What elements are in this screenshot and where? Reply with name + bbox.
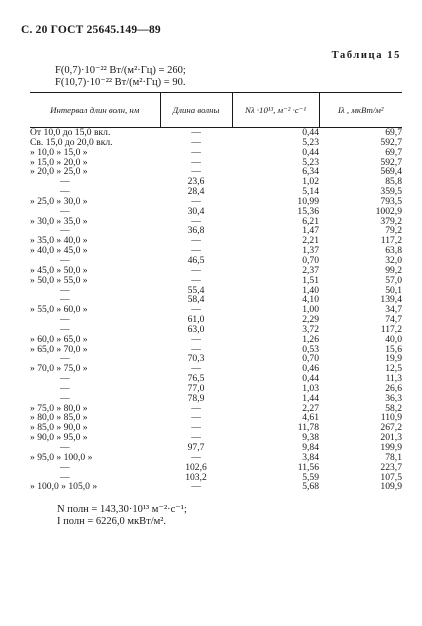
table-row [30, 413, 402, 423]
interval-cell: » 25,0 » 30,0 » [30, 196, 88, 207]
i-lambda-cell: 99,2 [385, 265, 402, 276]
wavelength-cell: 97,7 [187, 443, 205, 453]
table-row [30, 286, 402, 296]
interval-cell: » 100,0 » 105,0 » [30, 482, 98, 493]
table-row [30, 295, 402, 305]
col-header-wavelength: Длина волны [160, 93, 232, 128]
table-row [30, 394, 402, 404]
table-row [30, 246, 402, 256]
n-lambda-cell: 0,44 [302, 127, 319, 138]
interval-cell: — [60, 393, 70, 404]
page-header: С. 20 ГОСТ 25645.149—89 [21, 24, 161, 36]
wavelength-cell: — [191, 334, 201, 345]
formula-f0: F(0,7)·10⁻²² Вт/(м²·Гц) = 260; [55, 65, 186, 76]
wavelength-cell: — [191, 147, 201, 158]
interval-cell: » 80,0 » 85,0 » [30, 413, 88, 424]
wavelength-cell: — [191, 137, 201, 148]
table-row [30, 305, 402, 315]
table-row [30, 177, 402, 187]
wavelength-cell: — [191, 305, 201, 316]
i-lambda-cell: 63,8 [385, 246, 402, 256]
i-lambda-cell: 78,1 [385, 452, 402, 463]
wavelength-cell: — [191, 216, 201, 227]
data-table [30, 92, 402, 492]
wavelength-cell: 61,0 [187, 315, 205, 325]
interval-cell: » 70,0 » 75,0 » [30, 364, 88, 375]
i-lambda-cell: 34,7 [385, 305, 402, 316]
i-lambda-cell: 267,2 [380, 423, 402, 434]
table-row [30, 148, 402, 158]
interval-cell: — [60, 255, 70, 266]
n-lambda-cell: 2,27 [302, 403, 319, 414]
table-row [30, 404, 402, 414]
i-lambda-cell: 201,3 [380, 433, 402, 443]
i-lambda-cell: 19,9 [385, 354, 402, 365]
wavelength-cell: — [191, 196, 201, 207]
wavelength-cell: — [191, 265, 201, 276]
table-row [30, 384, 402, 394]
table-row [30, 315, 402, 325]
wavelength-cell: — [191, 236, 201, 247]
interval-cell: — [60, 374, 70, 384]
i-lambda-cell: 26,6 [385, 383, 402, 394]
table-row [30, 354, 402, 364]
wavelength-cell: — [191, 246, 201, 256]
interval-cell: Св. 15,0 до 20,0 вкл. [30, 137, 113, 148]
n-lambda-cell: 0,70 [302, 255, 319, 266]
i-lambda-cell: 57,0 [385, 275, 402, 286]
wavelength-cell: — [191, 433, 201, 443]
table-row [30, 167, 402, 177]
wavelength-cell: — [191, 482, 201, 493]
table-row [30, 187, 402, 197]
n-lambda-cell: 1,51 [302, 275, 319, 286]
interval-cell: — [60, 443, 70, 453]
wavelength-cell: 58,4 [187, 295, 205, 306]
interval-cell: » 50,0 » 55,0 » [30, 275, 88, 286]
i-lambda-cell: 36,3 [385, 393, 402, 404]
total-n: N полн = 143,30·10¹³ м⁻²·с⁻¹; [57, 504, 187, 515]
n-lambda-cell: 1,00 [302, 305, 319, 316]
wavelength-cell: — [191, 275, 201, 286]
interval-cell: — [60, 383, 70, 394]
interval-cell: — [60, 472, 70, 483]
n-lambda-cell: 1,44 [302, 393, 319, 404]
wavelength-cell: 70,3 [187, 354, 205, 365]
total-i: I полн = 6226,0 мкВт/м². [57, 516, 167, 527]
interval-cell: » 10,0 » 15,0 » [30, 147, 88, 158]
interval-cell: » 30,0 » 35,0 » [30, 216, 88, 227]
wavelength-cell: 23,6 [187, 177, 205, 188]
i-lambda-cell: 32,0 [385, 255, 402, 266]
i-lambda-cell: 199,9 [380, 443, 402, 453]
wavelength-cell: — [191, 127, 201, 138]
n-lambda-cell: 3,72 [302, 324, 319, 335]
i-lambda-cell: 74,7 [385, 315, 402, 325]
n-lambda-cell: 5,23 [302, 157, 319, 168]
table-body [30, 128, 402, 493]
table-row [30, 226, 402, 236]
table-row [30, 453, 402, 463]
wavelength-cell: 46,5 [187, 255, 205, 266]
table-row [30, 236, 402, 246]
i-lambda-cell: 85,8 [385, 177, 402, 188]
n-lambda-cell: 1,03 [302, 383, 319, 394]
n-lambda-cell: 2,29 [302, 315, 319, 325]
table-row [30, 433, 402, 443]
wavelength-cell: — [191, 157, 201, 168]
n-lambda-cell: 10,99 [297, 196, 319, 207]
table-row [30, 138, 402, 148]
table-row [30, 374, 402, 384]
table-row [30, 443, 402, 453]
interval-cell: » 75,0 » 80,0 » [30, 403, 88, 414]
n-lambda-cell: 9,38 [302, 433, 319, 443]
n-lambda-cell: 5,23 [302, 137, 319, 148]
interval-cell: — [60, 354, 70, 365]
table-row [30, 423, 402, 433]
n-lambda-cell: 4,61 [302, 413, 319, 424]
n-lambda-cell: 9,84 [302, 443, 319, 453]
n-lambda-cell: 4,10 [302, 295, 319, 306]
interval-cell: » 45,0 » 50,0 » [30, 265, 88, 276]
i-lambda-cell: 58,2 [385, 403, 402, 414]
wavelength-cell: — [191, 403, 201, 414]
n-lambda-cell: 5,59 [302, 472, 319, 483]
col-header-n-lambda: Nλ ·10¹³, м⁻² ·с⁻¹ [232, 93, 319, 128]
i-lambda-cell: 592,7 [380, 157, 402, 168]
interval-cell: — [60, 206, 70, 217]
table-row [30, 158, 402, 168]
table-row [30, 325, 402, 335]
table-row [30, 266, 402, 276]
table-row [30, 463, 402, 473]
wavelength-cell: — [191, 344, 201, 355]
col-header-interval: Интервал длин волн, нм [30, 93, 160, 128]
i-lambda-cell: 79,2 [385, 226, 402, 237]
interval-cell: » 40,0 » 45,0 » [30, 246, 88, 256]
wavelength-cell: 103,2 [185, 472, 207, 483]
table-row [30, 256, 402, 266]
table-row [30, 473, 402, 483]
i-lambda-cell: 40,0 [385, 334, 402, 345]
wavelength-cell: 76,5 [187, 374, 205, 384]
i-lambda-cell: 69,7 [385, 147, 402, 158]
interval-cell: — [60, 285, 70, 296]
i-lambda-cell: 110,9 [380, 413, 402, 424]
i-lambda-cell: 379,2 [380, 216, 402, 227]
interval-cell: » 65,0 » 70,0 » [30, 344, 88, 355]
table-row [30, 207, 402, 217]
wavelength-cell: — [191, 167, 201, 178]
table-row [30, 276, 402, 286]
interval-cell: » 35,0 » 40,0 » [30, 236, 88, 247]
n-lambda-cell: 15,36 [297, 206, 319, 217]
i-lambda-cell: 15,6 [385, 344, 402, 355]
i-lambda-cell: 107,5 [380, 472, 402, 483]
i-lambda-cell: 50,1 [385, 285, 402, 296]
n-lambda-cell: 11,78 [297, 423, 319, 434]
formula-f10: F(10,7)·10⁻²² Вт/(м²·Гц) = 90. [55, 77, 186, 88]
wavelength-cell: 78,9 [187, 393, 205, 404]
n-lambda-cell: 2,37 [302, 265, 319, 276]
interval-cell: От 10,0 до 15,0 вкл. [30, 127, 111, 138]
interval-cell: — [60, 295, 70, 306]
n-lambda-cell: 11,56 [297, 462, 319, 473]
n-lambda-cell: 1,40 [302, 285, 319, 296]
wavelength-cell: — [191, 364, 201, 375]
n-lambda-cell: 6,21 [302, 216, 319, 227]
table-title: Таблица 15 [331, 50, 401, 61]
table-header-row [30, 93, 402, 128]
n-lambda-cell: 0,44 [302, 147, 319, 158]
interval-cell: » 20,0 » 25,0 » [30, 167, 88, 178]
i-lambda-cell: 69,7 [385, 127, 402, 138]
interval-cell: » 90,0 » 95,0 » [30, 433, 88, 443]
i-lambda-cell: 359,5 [380, 187, 402, 197]
interval-cell: » 15,0 » 20,0 » [30, 157, 88, 168]
n-lambda-cell: 0,70 [302, 354, 319, 365]
interval-cell: — [60, 187, 70, 197]
wavelength-cell: 77,0 [187, 383, 205, 394]
n-lambda-cell: 3,84 [302, 452, 319, 463]
n-lambda-cell: 1,26 [302, 334, 319, 345]
i-lambda-cell: 1002,9 [375, 206, 402, 217]
wavelength-cell: 102,6 [185, 462, 207, 473]
table-row [30, 364, 402, 374]
table-row [30, 335, 402, 345]
i-lambda-cell: 223,7 [380, 462, 402, 473]
interval-cell: » 85,0 » 90,0 » [30, 423, 88, 434]
n-lambda-cell: 1,37 [302, 246, 319, 256]
wavelength-cell: — [191, 413, 201, 424]
wavelength-cell: 55,4 [187, 285, 205, 296]
wavelength-cell: 36,8 [187, 226, 205, 237]
col-header-i-lambda: Iλ , мкВт/м² [319, 93, 402, 128]
i-lambda-cell: 11,3 [385, 374, 402, 384]
interval-cell: » 95,0 » 100,0 » [30, 452, 93, 463]
i-lambda-cell: 592,7 [380, 137, 402, 148]
n-lambda-cell: 5,14 [302, 187, 319, 197]
i-lambda-cell: 117,2 [380, 236, 402, 247]
i-lambda-cell: 117,2 [380, 324, 402, 335]
wavelength-cell: — [191, 452, 201, 463]
interval-cell: — [60, 462, 70, 473]
wavelength-cell: — [191, 423, 201, 434]
n-lambda-cell: 6,34 [302, 167, 319, 178]
i-lambda-cell: 569,4 [380, 167, 402, 178]
n-lambda-cell: 0,46 [302, 364, 319, 375]
interval-cell: — [60, 315, 70, 325]
wavelength-cell: 63,0 [187, 324, 205, 335]
table-row [30, 345, 402, 355]
table-row [30, 197, 402, 207]
interval-cell: — [60, 324, 70, 335]
n-lambda-cell: 5,68 [302, 482, 319, 493]
n-lambda-cell: 1,47 [302, 226, 319, 237]
i-lambda-cell: 109,9 [380, 482, 402, 493]
table-row [30, 217, 402, 227]
interval-cell: » 60,0 » 65,0 » [30, 334, 88, 345]
interval-cell: — [60, 226, 70, 237]
interval-cell: » 55,0 » 60,0 » [30, 305, 88, 316]
n-lambda-cell: 0,53 [302, 344, 319, 355]
i-lambda-cell: 793,5 [380, 196, 402, 207]
table-row [30, 128, 402, 138]
n-lambda-cell: 0,44 [302, 374, 319, 384]
i-lambda-cell: 139,4 [380, 295, 402, 306]
n-lambda-cell: 2,21 [302, 236, 319, 247]
wavelength-cell: 30,4 [187, 206, 205, 217]
interval-cell: — [60, 177, 70, 188]
i-lambda-cell: 12,5 [385, 364, 402, 375]
n-lambda-cell: 1,02 [302, 177, 319, 188]
wavelength-cell: 28,4 [187, 187, 205, 197]
table-row [30, 482, 402, 492]
